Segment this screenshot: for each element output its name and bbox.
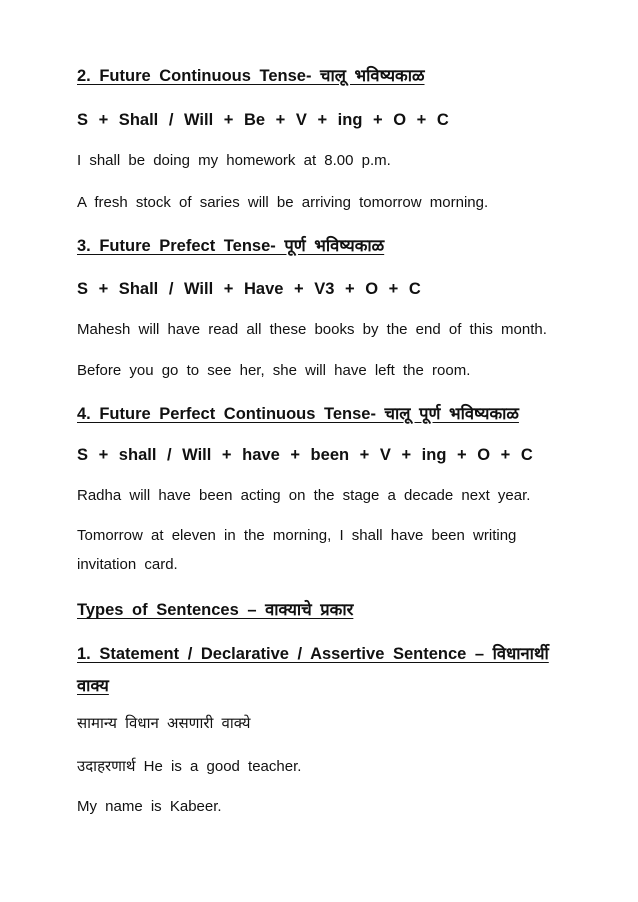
future-perfect-continuous-example-2-continued: invitation card. [77, 556, 178, 573]
statement-heading-continued: वाक्य [77, 677, 109, 695]
future-perfect-formula: S + Shall / Will + Have + V3 + O + C [77, 280, 421, 298]
statement-heading: 1. Statement / Declarative / Assertive Sentence – विधानार्थी [77, 645, 549, 663]
future-perfect-example-2: Before you go to see her, she will have left the room. [77, 362, 471, 379]
statement-description: सामान्य विधान असणारी वाक्ये [77, 715, 251, 732]
future-continuous-formula: S + Shall / Will + Be + V + ing + O + C [77, 111, 449, 129]
statement-example-2: My name is Kabeer. [77, 798, 222, 815]
future-perfect-continuous-example-2: Tomorrow at eleven in the morning, I shall have been writing [77, 527, 517, 544]
future-perfect-example-1: Mahesh will have read all these books by the end of this month. [77, 321, 547, 338]
future-continuous-heading: 2. Future Continuous Tense- चालू भविष्यकाळ [77, 67, 425, 85]
future-continuous-example-2: A fresh stock of saries will be arriving tomorrow morning. [77, 194, 489, 211]
future-perfect-continuous-formula: S + shall / Will + have + been + V + ing + O + C [77, 446, 533, 464]
future-perfect-continuous-heading: 4. Future Perfect Continuous Tense- चालू पूर्ण भविष्यकाळ [77, 405, 519, 423]
future-continuous-example-1: I shall be doing my homework at 8.00 p.m. [77, 152, 391, 169]
future-perfect-heading: 3. Future Prefect Tense- पूर्ण भविष्यकाळ [77, 237, 385, 255]
future-perfect-continuous-example-1: Radha will have been acting on the stage a decade next year. [77, 487, 531, 504]
types-of-sentences-heading: Types of Sentences – वाक्याचे प्रकार [77, 601, 354, 619]
statement-example-1: उदाहरणार्थ He is a good teacher. [77, 758, 302, 775]
